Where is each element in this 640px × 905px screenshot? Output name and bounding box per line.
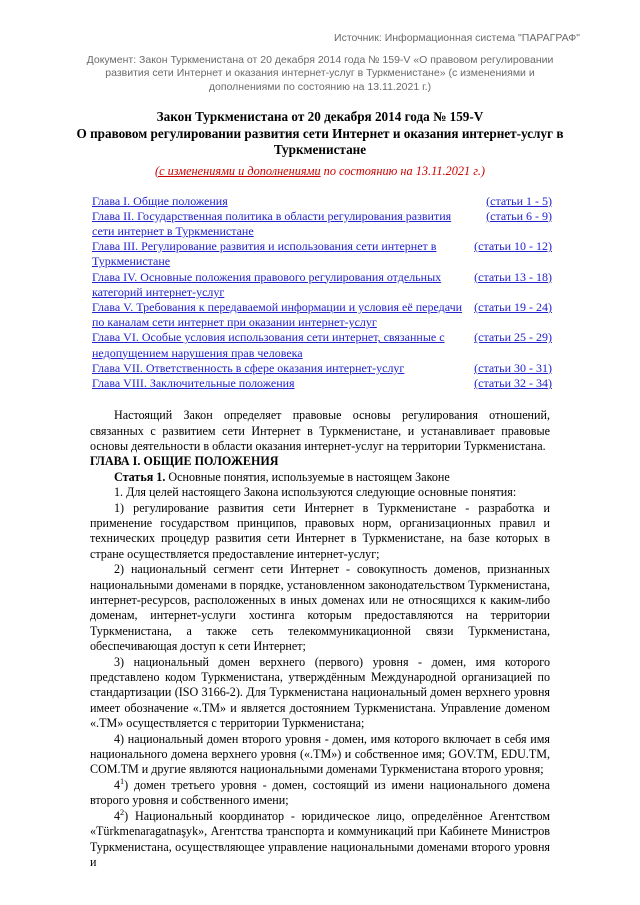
clause-item-4-1-text: ) домен третьего уровня - домен, состоящий из имени национального домена второго уровня и собственного имени; bbox=[90, 777, 550, 808]
article-number: Статья 1. bbox=[114, 469, 166, 484]
toc-articles-chapter-2[interactable]: (статьи 6 - 9) bbox=[486, 208, 552, 223]
page-title-line-1: Закон Туркменистана от 20 декабря 2014 года № 159-V bbox=[156, 109, 484, 124]
toc-link-chapter-6[interactable]: Глава VI. Особые условия использования сети интернет, связанные с недопущением нарушения прав человека bbox=[92, 330, 445, 360]
toc-row bbox=[92, 300, 552, 330]
page-title-line-2: О правовом регулировании развития сети Интернет и оказания интернет-услуг в bbox=[76, 125, 564, 141]
toc-row bbox=[92, 361, 552, 376]
toc-link-chapter-8[interactable]: Глава VIII. Заключительные положения bbox=[92, 375, 295, 390]
clause-item-4-1 bbox=[90, 778, 550, 809]
clause-item-4: 4) национальный домен второго уровня - домен, имя которого включает в себя имя национального домена верхнего уровня («.TM») и собственное имя; GOV.TM, EDU.TM, COM.TM и другие являются национальными доменами Туркменистана второго уровня; bbox=[90, 731, 550, 777]
toc-row bbox=[92, 209, 552, 239]
toc-link-chapter-2[interactable]: Глава II. Государственная политика в области регулирования развития сети интернет в Туркменистане bbox=[92, 208, 452, 238]
chapter-heading: ГЛАВА I. ОБЩИЕ ПОЛОЖЕНИЯ bbox=[90, 454, 279, 469]
toc-row bbox=[92, 194, 552, 209]
clause-item-4-1-superscript: 1 bbox=[120, 776, 125, 786]
clause-item-2: 2) национальный сегмент сети Интернет - совокупность доменов, признанных национальными доменами в порядке, установленном законодательством Туркменистана, интернет-ресурсов, расположенных в иных доменах или не относящихся к каким-либо доменам, интернет-услуги хостинга которым предоставляются на территории Туркменистана, а также сеть телекоммуникационной связи Туркменистана, обеспечивающая доступ к сети Интернет; bbox=[90, 562, 550, 654]
toc-articles-chapter-7[interactable]: (статьи 30 - 31) bbox=[474, 360, 552, 375]
toc-articles-chapter-5[interactable]: (статьи 19 - 24) bbox=[474, 299, 552, 314]
toc-articles-chapter-4[interactable]: (статьи 13 - 18) bbox=[474, 269, 552, 284]
toc-row bbox=[92, 239, 552, 269]
clause-item-4-2-number: 4 bbox=[114, 808, 121, 823]
toc-link-chapter-7[interactable]: Глава VII. Ответственность в сфере оказания интернет-услуг bbox=[92, 360, 405, 375]
toc-link-chapter-1[interactable]: Глава I. Общие положения bbox=[92, 193, 228, 208]
title-block bbox=[0, 109, 640, 179]
toc-articles-chapter-8[interactable]: (статьи 32 - 34) bbox=[474, 375, 552, 390]
document-reference-line-1: Документ: Закон Туркменистана от 20 декабря 2014 года № 159-V «О правовом регулировании bbox=[86, 53, 554, 66]
article-heading bbox=[90, 470, 550, 485]
toc-link-chapter-4[interactable]: Глава IV. Основные положения правового регулирования отдельных категорий интернет-услуг bbox=[92, 269, 442, 299]
source-line: Источник: Информационная система "ПАРАГРАФ" bbox=[334, 32, 580, 44]
page-title-line-3: Туркменистане bbox=[273, 142, 367, 157]
document-header bbox=[0, 0, 640, 94]
toc-link-chapter-5[interactable]: Глава V. Требования к передаваемой информации и условия её передачи по каналам сети интернет при оказании интернет-услуг bbox=[92, 299, 463, 330]
amendment-date: по состоянию на 13.11.2021 г.) bbox=[320, 163, 486, 178]
clause-intro: 1. Для целей настоящего Закона используются следующие основные понятия: bbox=[114, 485, 517, 500]
toc-row bbox=[92, 330, 552, 360]
document-reference-line-3: дополнениями по состоянию на 13.11.2021 г.) bbox=[208, 80, 432, 93]
toc-articles-chapter-3[interactable]: (статьи 10 - 12) bbox=[474, 239, 552, 254]
document-reference-line-2: развития сети Интернет и оказания интернет-услуг в Туркменистане» (с изменениями и bbox=[105, 67, 535, 79]
amendment-note bbox=[58, 163, 582, 179]
amendment-link[interactable]: (с изменениями и дополнениями bbox=[154, 163, 321, 178]
clause-item-4-2-text: ) Национальный координатор - юридическое лицо, определённое Агентством «Türkmenaragatnaşyk», Агентства транспорта и коммуникаций при Кабинете Министров Туркменистана, осуществляющее управление национальными доменами второго уровня и bbox=[90, 808, 550, 869]
preamble-paragraph: Настоящий Закон определяет правовые основы регулирования отношений, связанных с развитием сети Интернет в Туркменистане, и устанавливает правовые основы деятельности в области оказания интернет-услуг на территории Туркменистана. bbox=[90, 408, 550, 453]
clause-item-3: 3) национальный домен верхнего (первого) уровня - домен, имя которого представлено кодом Туркменистана, утверждённым Международной организацией по стандартизации (ISO 3166-2). Для Туркменистана национальный домен верхнего уровня имеет обозначение «.TM» и является достоянием Туркменистана. Управление доменом «.TM» осуществляется с территории Туркменистана; bbox=[90, 654, 550, 731]
clause-item-4-2 bbox=[90, 809, 550, 871]
toc-row bbox=[92, 376, 552, 391]
toc-row bbox=[92, 270, 552, 300]
clause-item-4-1-number: 4 bbox=[114, 777, 121, 792]
table-of-contents bbox=[0, 194, 640, 392]
article-title: Основные понятия, используемые в настоящем Законе bbox=[165, 469, 450, 484]
toc-articles-chapter-1[interactable]: (статьи 1 - 5) bbox=[486, 193, 552, 208]
clause-item-4-2-superscript: 2 bbox=[120, 807, 125, 817]
clause-item-1: 1) регулирование развития сети Интернет в Туркменистане - разработка и применение государством принципов, правовых норм, организационных правил и технических процедур развития сети Интернет в Туркменистане, на базе которых в стране осуществляется предоставление интернет-услуг; bbox=[90, 500, 550, 561]
document-body bbox=[0, 408, 640, 870]
toc-link-chapter-3[interactable]: Глава III. Регулирование развития и использования сети интернет в Туркменистане bbox=[92, 239, 437, 269]
toc-articles-chapter-6[interactable]: (статьи 25 - 29) bbox=[474, 330, 552, 345]
